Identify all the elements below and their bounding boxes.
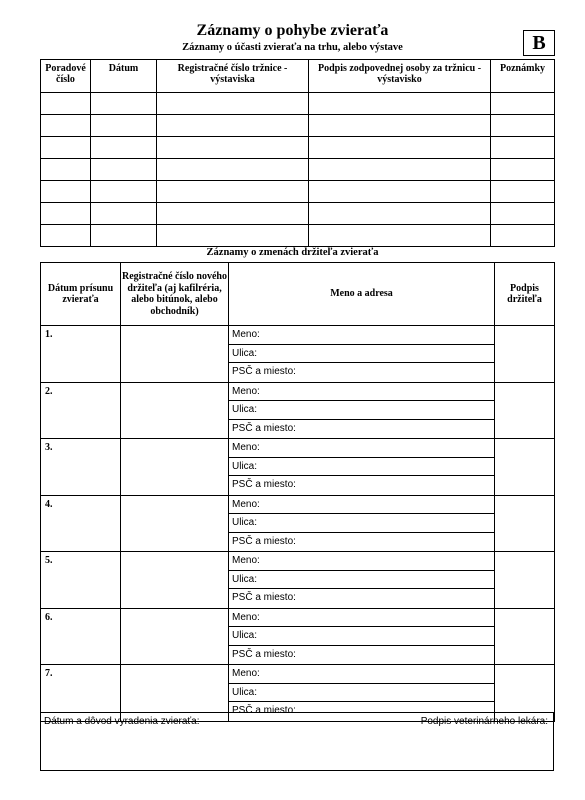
table-cell[interactable] <box>41 137 91 159</box>
row-number: 7. <box>45 668 53 679</box>
name-field[interactable]: Meno: <box>229 326 494 345</box>
holder-section-title: Záznamy o zmenách držiteľa zvieraťa <box>206 247 379 258</box>
holder-row <box>41 326 555 383</box>
table-cell[interactable] <box>91 181 157 203</box>
table-cell[interactable] <box>309 203 491 225</box>
table-row <box>41 115 555 137</box>
new-holder-reg-cell[interactable] <box>121 382 229 439</box>
table-cell[interactable] <box>157 93 309 115</box>
header-order-number: Poradové číslo <box>41 60 91 93</box>
table-cell[interactable] <box>309 93 491 115</box>
table-cell[interactable] <box>309 181 491 203</box>
name-address-cell <box>229 439 495 496</box>
table-cell[interactable] <box>491 93 555 115</box>
name-address-cell <box>229 552 495 609</box>
form-title: Záznamy o pohybe zvieraťa <box>196 22 389 39</box>
name-field[interactable]: Meno: <box>229 383 494 402</box>
row-number: 4. <box>45 498 53 510</box>
holder-signature-cell[interactable] <box>495 495 555 552</box>
table-cell[interactable] <box>41 203 91 225</box>
table-cell[interactable] <box>157 159 309 181</box>
zip-city-field[interactable]: PSČ a miesto: <box>232 648 296 660</box>
table-cell[interactable] <box>41 159 91 181</box>
header-date: Dátum <box>91 60 157 93</box>
header-holder-signature: Podpis držiteľa <box>495 263 555 326</box>
row-number: 2. <box>45 385 53 397</box>
table-cell[interactable] <box>309 225 491 247</box>
form-badge: B <box>523 30 555 56</box>
footer-box <box>40 712 554 771</box>
table-row <box>41 225 555 247</box>
market-table-body <box>41 93 555 247</box>
holder-table <box>40 262 555 722</box>
table-cell[interactable] <box>157 225 309 247</box>
name-address-cell <box>229 495 495 552</box>
zip-city-field[interactable]: PSČ a miesto: <box>232 422 296 434</box>
table-cell[interactable] <box>491 203 555 225</box>
header-new-holder-reg: Registračné číslo nového držiteľa (aj kafilréria, alebo bitúnok, alebo obchodník) <box>121 263 229 326</box>
zip-city-field[interactable]: PSČ a miesto: <box>232 592 296 603</box>
holder-signature-cell[interactable] <box>495 552 555 609</box>
table-cell[interactable] <box>157 203 309 225</box>
table-cell[interactable] <box>91 115 157 137</box>
header-notes: Poznámky <box>491 60 555 93</box>
new-holder-reg-cell[interactable] <box>121 495 229 552</box>
table-row <box>41 93 555 115</box>
header-market-reg-number: Registračné číslo tržnice - výstaviska <box>157 60 309 93</box>
table-cell[interactable] <box>157 115 309 137</box>
row-number: 6. <box>45 611 53 623</box>
name-address-cell <box>229 382 495 439</box>
street-field[interactable]: Ulica: <box>229 627 494 646</box>
table-cell[interactable] <box>309 159 491 181</box>
new-holder-reg-cell[interactable] <box>121 439 229 496</box>
table-cell[interactable] <box>91 225 157 247</box>
holder-signature-cell[interactable] <box>495 439 555 496</box>
name-address-cell <box>229 608 495 665</box>
form-subtitle: Záznamy o účasti zvieraťa na trhu, alebo výstave <box>182 42 403 53</box>
table-row <box>41 181 555 203</box>
holder-table-body <box>41 326 555 722</box>
arrival-date-cell[interactable] <box>41 382 121 439</box>
table-cell[interactable] <box>491 115 555 137</box>
name-field[interactable]: Meno: <box>229 665 494 684</box>
zip-city-field[interactable]: PSČ a miesto: <box>232 366 296 377</box>
market-table <box>40 59 555 247</box>
table-cell[interactable] <box>491 159 555 181</box>
street-field[interactable]: Ulica: <box>229 684 494 703</box>
removal-date-reason-label: Dátum a dôvod vyradenia zvieraťa: <box>44 716 200 727</box>
holder-row <box>41 495 555 552</box>
row-number: 1. <box>45 329 53 340</box>
street-field[interactable]: Ulica: <box>229 514 494 533</box>
arrival-date-cell[interactable] <box>41 608 121 665</box>
arrival-date-cell[interactable] <box>41 326 121 383</box>
zip-city-field[interactable]: PSČ a miesto: <box>232 535 296 547</box>
arrival-date-cell[interactable] <box>41 439 121 496</box>
name-address-cell <box>229 326 495 383</box>
name-field[interactable]: Meno: <box>229 496 494 515</box>
street-field[interactable]: Ulica: <box>229 571 494 590</box>
table-cell[interactable] <box>157 181 309 203</box>
new-holder-reg-cell[interactable] <box>121 608 229 665</box>
table-cell[interactable] <box>41 225 91 247</box>
table-cell[interactable] <box>491 181 555 203</box>
name-field[interactable]: Meno: <box>229 552 494 571</box>
holder-row <box>41 439 555 496</box>
name-field[interactable]: Meno: <box>229 609 494 628</box>
table-cell[interactable] <box>491 137 555 159</box>
new-holder-reg-cell[interactable] <box>121 552 229 609</box>
holder-row <box>41 608 555 665</box>
holder-signature-cell[interactable] <box>495 382 555 439</box>
arrival-date-cell[interactable] <box>41 552 121 609</box>
table-row <box>41 203 555 225</box>
row-number: 3. <box>45 442 53 453</box>
table-row <box>41 137 555 159</box>
table-row <box>41 159 555 181</box>
table-cell[interactable] <box>309 115 491 137</box>
holder-row <box>41 552 555 609</box>
table-cell[interactable] <box>41 93 91 115</box>
table-cell[interactable] <box>91 203 157 225</box>
table-cell[interactable] <box>91 137 157 159</box>
holder-signature-cell[interactable] <box>495 326 555 383</box>
row-number: 5. <box>45 555 53 566</box>
zip-city-field[interactable]: PSČ a miesto: <box>232 479 296 490</box>
header-arrival-date: Dátum prísunu zvieraťa <box>41 263 121 326</box>
zip-city-field[interactable]: PSČ a miesto: <box>232 705 296 716</box>
vet-signature-label: Podpis veterinárneho lekára: <box>420 716 548 727</box>
table-cell[interactable] <box>157 137 309 159</box>
arrival-date-cell[interactable] <box>41 495 121 552</box>
holder-row <box>41 382 555 439</box>
table-cell[interactable] <box>41 181 91 203</box>
street-field[interactable]: Ulica: <box>229 458 494 477</box>
header-name-address: Meno a adresa <box>229 263 495 326</box>
table-cell[interactable] <box>491 225 555 247</box>
table-cell[interactable] <box>91 159 157 181</box>
name-field[interactable]: Meno: <box>229 439 494 458</box>
new-holder-reg-cell[interactable] <box>121 326 229 383</box>
table-cell[interactable] <box>91 93 157 115</box>
street-field[interactable]: Ulica: <box>229 401 494 420</box>
table-cell[interactable] <box>309 137 491 159</box>
table-cell[interactable] <box>41 115 91 137</box>
street-field[interactable]: Ulica: <box>229 345 494 364</box>
holder-signature-cell[interactable] <box>495 608 555 665</box>
header-responsible-signature: Podpis zodpovednej osoby za tržnicu - výstavisko <box>309 60 491 93</box>
